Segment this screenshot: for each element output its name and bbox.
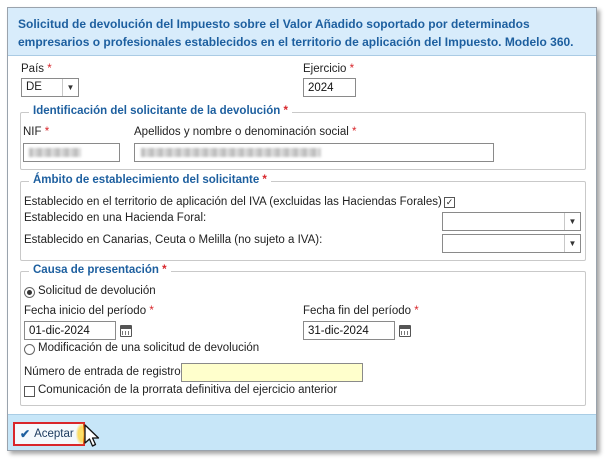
nombre-label-text: Apellidos y nombre o denominación social (134, 126, 349, 138)
modificacion-radio[interactable] (24, 344, 35, 355)
aceptar-button[interactable] (13, 422, 85, 446)
prorrata-label: Comunicación de la prorrata definitiva del ejercicio anterior (38, 384, 338, 396)
mouse-pointer-icon (84, 424, 104, 448)
ejercicio-label (303, 63, 354, 75)
inicio-label-text: Fecha inicio del período (24, 305, 147, 317)
inicio-date-input[interactable] (24, 321, 116, 340)
required-mark: * (283, 105, 288, 117)
ambito-legend-text: Ámbito de establecimiento del solicitante (33, 174, 260, 186)
canarias-select[interactable] (442, 234, 581, 253)
pais-select[interactable] (21, 78, 79, 97)
redacted-text (29, 148, 81, 157)
nif-label-text: NIF (23, 126, 42, 138)
nif-label (23, 126, 49, 138)
pais-select-value: DE (26, 81, 42, 93)
chevron-down-icon: ▼ (564, 213, 580, 230)
chevron-down-icon: ▼ (62, 79, 78, 96)
required-mark: * (44, 126, 50, 138)
nif-input[interactable] (23, 143, 120, 162)
required-mark: * (414, 305, 419, 317)
form-title: Solicitud de devolución del Impuesto sobre el Valor Añadido soportado por determinados empresarios o profesionales establecidos en el territorio de aplicación del Impuesto. Modelo 360. (18, 17, 574, 49)
identificacion-legend (29, 105, 292, 117)
required-mark: * (162, 264, 167, 276)
required-mark: * (352, 126, 357, 138)
registro-label-text: Número de entrada de registro (24, 366, 181, 378)
ejercicio-label-text: Ejercicio (303, 63, 347, 75)
checkmark-icon: ✔ (20, 427, 31, 441)
form-window (7, 7, 597, 451)
aceptar-button-label: Aceptar (34, 428, 74, 440)
registro-input[interactable] (181, 363, 363, 382)
nombre-label (134, 126, 356, 138)
inicio-label (24, 305, 154, 317)
iva-checkbox[interactable]: ✓ (445, 197, 454, 207)
ejercicio-input[interactable] (303, 78, 356, 97)
solicitud-radio[interactable] (24, 287, 35, 298)
redacted-text (141, 148, 321, 157)
ambito-legend (29, 174, 271, 186)
required-mark: * (349, 63, 355, 75)
causa-legend-text: Causa de presentación (33, 264, 159, 276)
foral-select[interactable] (442, 212, 581, 231)
nombre-input[interactable] (134, 143, 494, 162)
iva-label: Establecido en el territorio de aplicación del IVA (excluidas las Haciendas Forales) (24, 196, 442, 208)
fin-label (303, 305, 419, 317)
causa-legend (29, 264, 171, 276)
solicitud-label: Solicitud de devolución (38, 285, 156, 297)
canarias-label: Establecido en Canarias, Ceuta o Melilla (no sujeto a IVA): (24, 234, 323, 246)
chevron-down-icon: ▼ (564, 235, 580, 252)
required-mark: * (262, 174, 267, 186)
registro-label (24, 366, 188, 378)
prorrata-checkbox[interactable] (24, 386, 35, 397)
calendar-icon[interactable] (399, 325, 411, 337)
foral-label: Establecido en una Hacienda Foral: (24, 212, 207, 224)
required-mark: * (149, 305, 154, 317)
required-mark: * (47, 63, 52, 75)
modificacion-label: Modificación de una solicitud de devolución (38, 342, 260, 354)
form-footer (8, 414, 596, 450)
fin-date-input[interactable] (303, 321, 395, 340)
pais-label (21, 63, 52, 75)
fin-label-text: Fecha fin del período (303, 305, 412, 317)
calendar-icon[interactable] (120, 325, 132, 337)
identificacion-legend-text: Identificación del solicitante de la devolución (33, 105, 281, 117)
pais-label-text: País (21, 63, 45, 75)
form-header (8, 8, 596, 56)
